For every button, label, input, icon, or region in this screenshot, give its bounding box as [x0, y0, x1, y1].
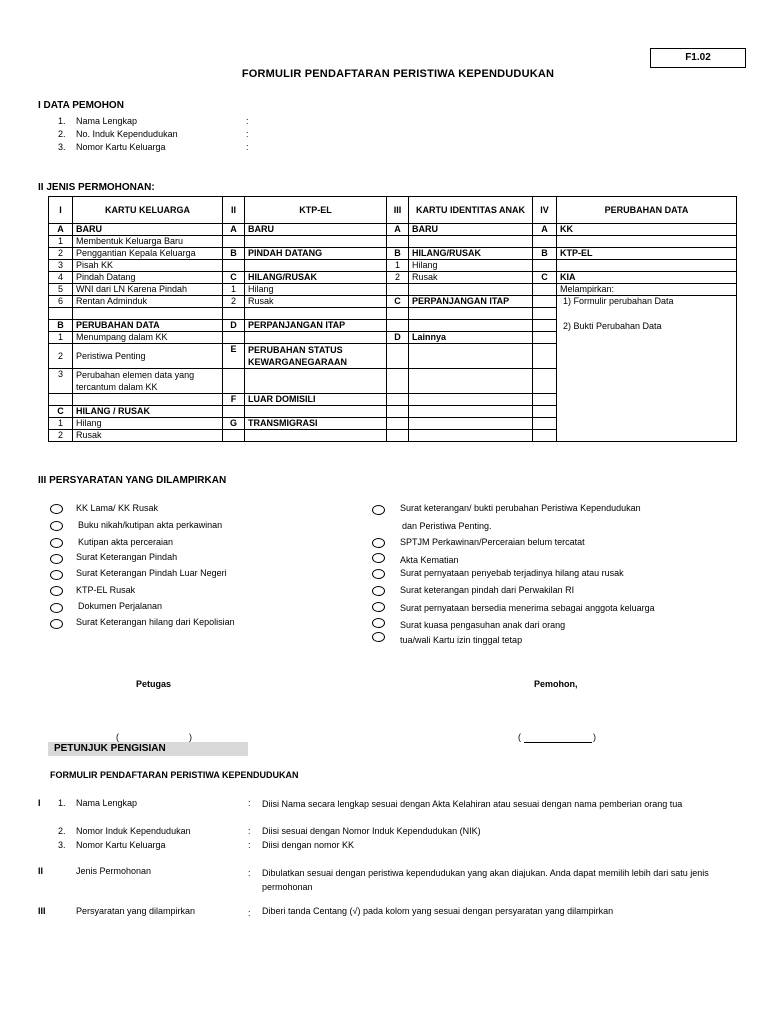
table-cell[interactable]: PINDAH DATANG: [245, 248, 387, 260]
table-cell[interactable]: E: [223, 344, 245, 369]
table-cell[interactable]: 2: [49, 248, 73, 260]
section2-heading: II JENIS PERMOHONAN:: [38, 182, 155, 193]
table-cell[interactable]: PERUBAHAN STATUS KEWARGANEGARAAN: [245, 344, 387, 369]
table-cell[interactable]: BARU: [409, 224, 533, 236]
table-cell: [387, 369, 409, 394]
table-row: [49, 272, 737, 284]
table-cell[interactable]: Membentuk Keluarga Baru: [73, 236, 223, 248]
table-cell: [533, 296, 557, 308]
sign-paren-close: ): [189, 732, 192, 742]
table-cell[interactable]: Peristiwa Penting: [73, 344, 223, 369]
perubahan-note: 2) Bukti Perubahan Data: [563, 321, 662, 331]
table-cell: [73, 394, 223, 406]
table-row: [49, 236, 737, 248]
table-row: [49, 260, 737, 272]
table-cell[interactable]: 1: [49, 236, 73, 248]
requirement-label: Surat pernyataan penyebab terjadinya hilang atau rusak: [400, 568, 624, 578]
requirement-label: Kutipan akta perceraian: [78, 537, 174, 547]
table-cell: [387, 320, 409, 332]
requirement-label: tua/wali Kartu izin tinggal tetap: [400, 635, 523, 645]
petunjuk-colon: :: [248, 908, 251, 918]
table-cell[interactable]: PERPANJANGAN ITAP: [245, 320, 387, 332]
table-row: [49, 224, 737, 236]
table-cell[interactable]: 5: [49, 284, 73, 296]
table-cell: [223, 236, 245, 248]
table-cell: [409, 308, 533, 320]
jenis-permohonan-table: [48, 196, 737, 442]
checkbox-circle[interactable]: [50, 554, 63, 564]
requirement-label: Surat Keterangan Pindah: [76, 552, 178, 562]
table-cell[interactable]: BARU: [245, 224, 387, 236]
table-cell[interactable]: TRANSMIGRASI: [245, 418, 387, 430]
requirement-label: KK Lama/ KK Rusak: [76, 503, 159, 513]
table-cell: [223, 308, 245, 320]
petunjuk-item-num: 3.: [58, 840, 66, 850]
petunjuk-item-text: Dibulatkan sesuai dengan peristiwa kependudukan yang akan diajukan. Anda dapat memilih lebih dari satu jenis permohonan: [262, 868, 709, 892]
petunjuk-item-label: Nama Lengkap: [76, 798, 138, 808]
petunjuk-colon: :: [248, 840, 251, 850]
table-cell[interactable]: Pisah KK: [73, 260, 223, 272]
table-cell: [49, 308, 73, 320]
table-cell[interactable]: F: [223, 394, 245, 406]
table-cell[interactable]: Rusak: [73, 430, 223, 442]
perubahan-notes-cell: [557, 296, 737, 442]
table-cell[interactable]: HILANG/RUSAK: [245, 272, 387, 284]
table-cell[interactable]: 3: [49, 369, 73, 394]
table-cell: [557, 236, 737, 248]
table-cell: [533, 320, 557, 332]
petunjuk-section-num: I: [38, 798, 41, 808]
field-label-nama: Nama Lengkap: [76, 116, 138, 126]
table-cell[interactable]: Hilang: [73, 418, 223, 430]
checkbox-circle[interactable]: [372, 553, 385, 563]
table-cell[interactable]: WNI dari LN Karena Pindah: [73, 284, 223, 296]
petunjuk-pengisian-bar: PETUNJUK PENGISIAN: [48, 742, 248, 756]
petunjuk-item-text: Diisi sesuai dengan Nomor Induk Kependudukan (NIK): [262, 826, 481, 836]
table-cell: [409, 406, 533, 418]
checkbox-circle[interactable]: [372, 538, 385, 548]
requirement-label: Dokumen Perjalanan: [78, 601, 163, 611]
table-cell: [533, 308, 557, 320]
table-cell: [245, 430, 387, 442]
petugas-label: Petugas: [136, 679, 172, 689]
table-cell[interactable]: C: [49, 406, 73, 418]
petunjuk-section-num: III: [38, 906, 46, 916]
table-cell[interactable]: D: [223, 320, 245, 332]
table-cell: [533, 394, 557, 406]
table-cell: [533, 344, 557, 369]
checkbox-circle[interactable]: [372, 602, 385, 612]
sign-paren-close: ): [593, 732, 596, 742]
table-cell: [387, 308, 409, 320]
table-cell[interactable]: LUAR DOMISILI: [245, 394, 387, 406]
petunjuk-item-text: Diisi Nama secara lengkap sesuai dengan Akta Kelahiran atau sesuai dengan nama pemberian orang tua: [262, 799, 683, 809]
petunjuk-colon: :: [248, 798, 251, 808]
table-cell: [387, 394, 409, 406]
requirement-label: Buku nikah/kutipan akta perkawinan: [78, 520, 223, 530]
petunjuk-item-num: 1.: [58, 798, 66, 808]
checkbox-circle[interactable]: [372, 586, 385, 596]
table-cell: [223, 369, 245, 394]
requirement-label: dan Peristiwa Penting.: [402, 521, 492, 531]
table-cell[interactable]: Rusak: [245, 296, 387, 308]
table-cell[interactable]: Menumpang dalam KK: [73, 332, 223, 344]
table-cell[interactable]: C: [223, 272, 245, 284]
table-cell: [387, 430, 409, 442]
checkbox-circle[interactable]: [50, 619, 63, 629]
section3-heading: III PERSYARATAN YANG DILAMPIRKAN: [38, 475, 227, 486]
petunjuk-colon: :: [248, 826, 251, 836]
table-cell: [533, 406, 557, 418]
table-row: [49, 296, 737, 308]
field-num: 2.: [58, 129, 66, 139]
requirement-label: Surat keterangan/ bukti perubahan Peristiwa Kependudukan: [400, 503, 641, 513]
table-cell[interactable]: PERUBAHAN DATA: [73, 320, 223, 332]
field-colon: :: [246, 116, 249, 126]
table-cell: [49, 394, 73, 406]
table-cell: [533, 332, 557, 344]
table-cell[interactable]: G: [223, 418, 245, 430]
table-cell: [223, 332, 245, 344]
requirement-label: SPTJM Perkawinan/Perceraian belum tercatat: [400, 537, 585, 547]
table-cell[interactable]: 1: [49, 418, 73, 430]
petunjuk-subtitle: FORMULIR PENDAFTARAN PERISTIWA KEPENDUDUKAN: [50, 770, 299, 780]
section1-heading: I DATA PEMOHON: [38, 100, 124, 111]
table-cell[interactable]: Pindah Datang: [73, 272, 223, 284]
field-label-nik: No. Induk Kependudukan: [76, 129, 178, 139]
table-cell: [533, 260, 557, 272]
table-cell[interactable]: PERPANJANGAN ITAP: [409, 296, 533, 308]
table-cell[interactable]: Hilang: [245, 284, 387, 296]
table-cell: [387, 406, 409, 418]
sign-paren-open: (: [116, 732, 119, 742]
form-code-box: F1.02: [650, 48, 746, 68]
table-cell[interactable]: A: [387, 224, 409, 236]
header-cell: KARTU KELUARGA: [73, 197, 223, 224]
checkbox-circle[interactable]: [372, 569, 385, 579]
table-cell[interactable]: Rentan Adminduk: [73, 296, 223, 308]
table-cell: [387, 236, 409, 248]
table-cell[interactable]: HILANG/RUSAK: [409, 248, 533, 260]
requirement-label: KTP-EL Rusak: [76, 585, 136, 595]
table-cell[interactable]: KIA: [557, 272, 737, 284]
checkbox-circle[interactable]: [372, 632, 385, 642]
sign-paren-open: (: [518, 732, 521, 742]
table-cell[interactable]: B: [49, 320, 73, 332]
header-cell: I: [49, 197, 73, 224]
table-cell[interactable]: 3: [49, 260, 73, 272]
table-cell[interactable]: D: [387, 332, 409, 344]
table-cell[interactable]: 1: [223, 284, 245, 296]
table-cell[interactable]: Lainnya: [409, 332, 533, 344]
table-cell[interactable]: Perubahan elemen data yang tercantum dalam KK: [73, 369, 223, 394]
table-cell: [409, 418, 533, 430]
table-cell: [533, 418, 557, 430]
petunjuk-item-num: 2.: [58, 826, 66, 836]
table-cell[interactable]: 2: [49, 344, 73, 369]
checkbox-circle[interactable]: [50, 504, 63, 514]
checkbox-circle[interactable]: [50, 521, 63, 531]
form-title: FORMULIR PENDAFTARAN PERISTIWA KEPENDUDUKAN: [241, 68, 555, 80]
table-cell: [409, 394, 533, 406]
table-cell[interactable]: 2: [223, 296, 245, 308]
requirement-label: Akta Kematian: [400, 555, 459, 565]
table-cell[interactable]: B: [387, 248, 409, 260]
table-cell: [223, 260, 245, 272]
table-cell: [409, 344, 533, 369]
checkbox-circle[interactable]: [372, 618, 385, 628]
checkbox-circle[interactable]: [50, 586, 63, 596]
table-cell: [245, 236, 387, 248]
pemohon-signature-line[interactable]: [524, 742, 592, 743]
table-cell: [409, 236, 533, 248]
requirement-label: Surat keterangan pindah dari Perwakilan RI: [400, 585, 575, 595]
table-cell: [409, 430, 533, 442]
requirement-label: Surat pernyataan bersedia menerima sebagai anggota keluarga: [400, 603, 655, 613]
table-cell[interactable]: BARU: [73, 224, 223, 236]
checkbox-circle[interactable]: [372, 505, 385, 515]
table-cell[interactable]: C: [533, 272, 557, 284]
petunjuk-item-text: Diisi dengan nomor KK: [262, 840, 355, 850]
table-cell: [245, 308, 387, 320]
table-cell: [409, 369, 533, 394]
perubahan-note: Melampirkan:: [557, 284, 737, 296]
table-cell: [245, 332, 387, 344]
header-cell: III: [387, 197, 409, 224]
header-cell: PERUBAHAN DATA: [557, 197, 737, 224]
field-num: 1.: [58, 116, 66, 126]
table-cell[interactable]: 2: [49, 430, 73, 442]
table-cell[interactable]: 4: [49, 272, 73, 284]
petunjuk-item-label: Persyaratan yang dilampirkan: [76, 906, 196, 916]
table-cell[interactable]: Hilang: [409, 260, 533, 272]
field-colon: :: [246, 129, 249, 139]
table-cell: [533, 369, 557, 394]
table-cell[interactable]: HILANG / RUSAK: [73, 406, 223, 418]
table-cell: [533, 236, 557, 248]
petunjuk-item-label: Jenis Permohonan: [76, 866, 152, 876]
table-row: [49, 284, 737, 296]
checkbox-circle[interactable]: [50, 570, 63, 580]
table-cell: [245, 369, 387, 394]
table-cell[interactable]: KK: [557, 224, 737, 236]
table-cell: [245, 406, 387, 418]
header-cell: II: [223, 197, 245, 224]
table-cell[interactable]: 1: [49, 332, 73, 344]
table-cell[interactable]: A: [49, 224, 73, 236]
header-cell: KARTU IDENTITAS ANAK: [409, 197, 533, 224]
table-cell[interactable]: KTP-EL: [557, 248, 737, 260]
table-cell: [409, 284, 533, 296]
requirement-label: Surat Keterangan hilang dari Kepolisian: [76, 617, 235, 627]
petunjuk-section-num: II: [38, 866, 44, 876]
field-colon: :: [246, 142, 249, 152]
header-cell: KTP-EL: [245, 197, 387, 224]
field-num: 3.: [58, 142, 66, 152]
table-cell: [387, 344, 409, 369]
table-cell: [223, 430, 245, 442]
table-cell[interactable]: C: [387, 296, 409, 308]
table-cell[interactable]: 6: [49, 296, 73, 308]
pemohon-label: Pemohon,: [534, 679, 578, 689]
checkbox-circle[interactable]: [50, 603, 63, 613]
table-cell[interactable]: A: [223, 224, 245, 236]
table-cell[interactable]: Rusak: [409, 272, 533, 284]
table-cell: [73, 308, 223, 320]
table-cell: [223, 406, 245, 418]
table-row: [49, 248, 737, 260]
table-cell: [387, 418, 409, 430]
table-cell: [387, 284, 409, 296]
table-cell: [533, 430, 557, 442]
table-cell[interactable]: B: [533, 248, 557, 260]
petunjuk-item-label: Nomor Induk Kependudukan: [76, 826, 191, 836]
table-cell[interactable]: Penggantian Kepala Keluarga: [73, 248, 223, 260]
petunjuk-item-text: Diberi tanda Centang (√) pada kolom yang sesuai dengan persyaratan yang dilampirkan: [262, 906, 614, 916]
table-cell: [245, 260, 387, 272]
field-label-kk: Nomor Kartu Keluarga: [76, 142, 166, 152]
table-cell[interactable]: B: [223, 248, 245, 260]
table-cell[interactable]: A: [533, 224, 557, 236]
header-cell: IV: [533, 197, 557, 224]
table-cell[interactable]: 2: [387, 272, 409, 284]
requirement-label: Surat kuasa pengasuhan anak dari orang: [400, 620, 566, 630]
petunjuk-colon: :: [248, 868, 251, 878]
table-cell: [557, 260, 737, 272]
table-cell: [533, 284, 557, 296]
table-cell: [409, 320, 533, 332]
perubahan-note: 1) Formulir perubahan Data: [563, 296, 674, 306]
checkbox-circle[interactable]: [50, 538, 63, 548]
table-header-row: [49, 197, 737, 224]
table-cell[interactable]: 1: [387, 260, 409, 272]
petunjuk-item-label: Nomor Kartu Keluarga: [76, 840, 166, 850]
requirement-label: Surat Keterangan Pindah Luar Negeri: [76, 568, 227, 578]
